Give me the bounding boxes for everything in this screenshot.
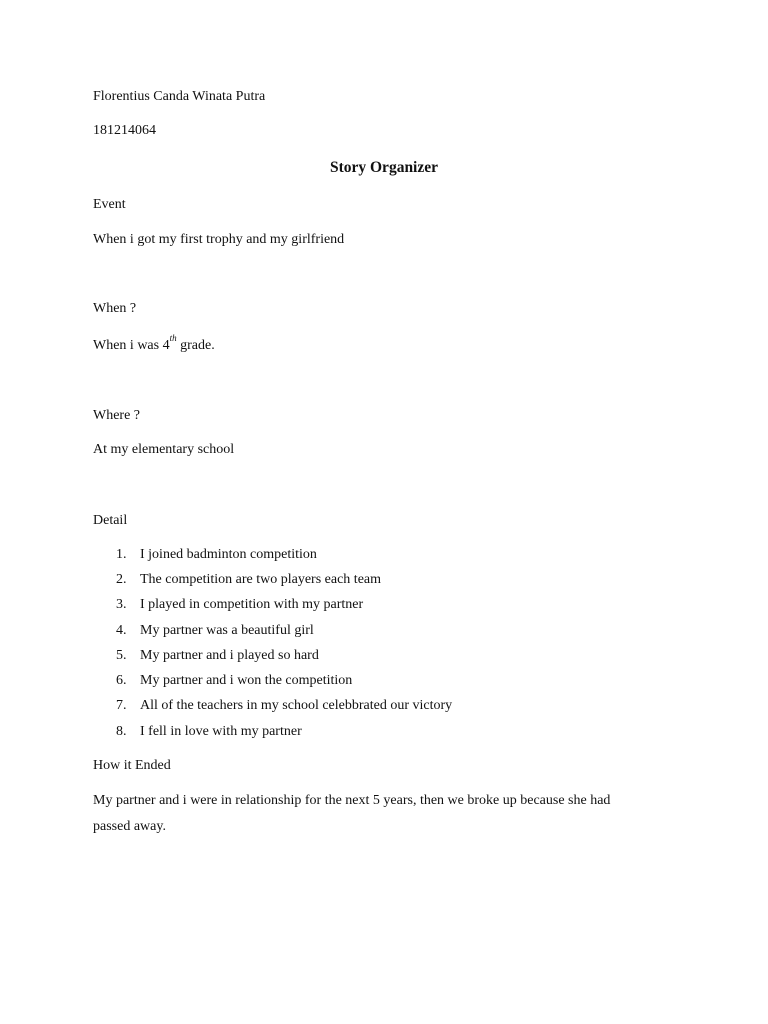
event-text: When i got my first trophy and my girlfriend — [93, 232, 345, 247]
list-item-number: 6. — [116, 673, 127, 688]
list-item-text: I fell in love with my partner — [140, 724, 302, 739]
when-text-after: grade. — [176, 338, 215, 353]
list-item-number: 1. — [116, 547, 127, 562]
when-heading: When ? — [93, 301, 137, 316]
list-item-number: 8. — [116, 724, 127, 739]
author-name: Florentius Canda Winata Putra — [93, 89, 266, 104]
when-superscript: th — [169, 333, 177, 344]
ending-text-line-1: My partner and i were in relationship for the next 5 years, then we broke up because she had — [93, 793, 611, 808]
where-text: At my elementary school — [93, 442, 235, 457]
list-item-text: All of the teachers in my school celebbrated our victory — [140, 698, 453, 713]
ending-text-line-2: passed away. — [93, 819, 166, 834]
list-item-text: My partner was a beautiful girl — [140, 623, 314, 638]
when-text — [93, 333, 215, 355]
detail-heading: Detail — [93, 513, 128, 528]
list-item-text: I joined badminton competition — [140, 547, 317, 562]
list-item-text: I played in competition with my partner — [140, 597, 364, 612]
student-id: 181214064 — [93, 123, 156, 138]
list-item-number: 2. — [116, 572, 127, 587]
document-title: Story Organizer — [329, 159, 439, 176]
list-item-number: 3. — [116, 597, 127, 612]
list-item-text: My partner and i played so hard — [140, 648, 319, 663]
list-item-number: 5. — [116, 648, 127, 663]
event-heading: Event — [93, 197, 126, 212]
list-item-number: 4. — [116, 623, 127, 638]
list-item-number: 7. — [116, 698, 127, 713]
list-item-text: My partner and i won the competition — [140, 673, 353, 688]
when-text-before: When i was 4 — [93, 338, 170, 353]
list-item-text: The competition are two players each team — [140, 572, 382, 587]
where-heading: Where ? — [93, 408, 141, 423]
ending-heading: How it Ended — [93, 758, 171, 773]
